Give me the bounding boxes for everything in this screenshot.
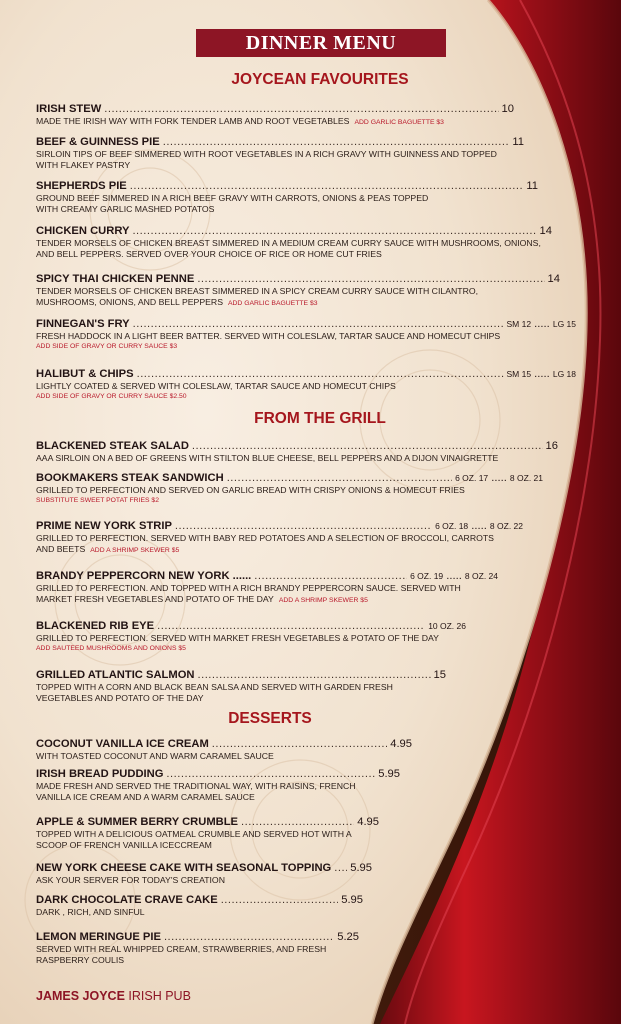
item-price-6oz: 6 OZ. 18 <box>435 521 469 531</box>
item-price: 5.25 <box>337 931 359 943</box>
item-name: FINNEGAN'S FRY <box>36 318 130 330</box>
menu-item <box>36 103 514 128</box>
item-price: 14 <box>539 225 552 237</box>
item-price-large: LG 15 <box>552 319 576 329</box>
menu-item: BRANDY PEPPERCORN NEW YORK ...... ..... 6 OZ. 19 ..... 8 OZ. 24 GRILLED TO PERFECTION. AND TOPPED WITH A RICH BRANDY PEPPERCORN SAUCE. SERVED WITH MARKET FRESH VEGETABLES AND POTATO OF THE DAY ADD A SHRIMP SKEWER $5 <box>36 570 498 606</box>
item-name: BOOKMAKERS STEAK SANDWICH <box>36 472 224 484</box>
menu-item: FINNEGAN'S FRY ..... SM 12 ..... LG 15 FRESH HADDOCK IN A LIGHT BEER BATTER. SERVED WITH COLESLAW, TARTAR SAUCE AND HOMECUT CHIPS ADD SIDE OF GRAVY OR CURRY SAUCE $3 <box>36 318 576 352</box>
footer-brand-name: JAMES JOYCE <box>36 989 125 1003</box>
item-description: GRILLED TO PERFECTION. AND TOPPED WITH A RICH BRANDY PEPPERCORN SAUCE. SERVED WITH MARKET FRESH VEGETABLES AND POTATO OF THE DAY <box>36 583 461 604</box>
menu-item <box>36 136 524 171</box>
item-name: NEW YORK CHEESE CAKE WITH SEASONAL TOPPING <box>36 862 332 874</box>
item-addon: SUBSTITUTE SWEET POTAT FRIES $2 <box>36 497 159 504</box>
menu-title-banner: DINNER MENU <box>196 29 446 57</box>
item-description: GRILLED TO PERFECTION AND SERVED ON GARLIC BREAD WITH CRISPY ONIONS & HOMECUT FRIES <box>36 485 465 495</box>
section-title-grill: FROM THE GRILL <box>254 410 386 427</box>
item-price-small: SM 15 <box>506 369 532 379</box>
item-name: BLACKENED STEAK SALAD <box>36 440 189 452</box>
item-addon: ADD A SHRIMP SKEWER $5 <box>278 597 368 604</box>
item-name: DARK CHOCOLATE CRAVE CAKE <box>36 894 218 906</box>
menu-item <box>36 816 379 851</box>
menu-item <box>36 894 363 918</box>
menu-item <box>36 440 558 464</box>
item-addon: ADD GARLIC BAGUETTE $3 <box>227 300 318 307</box>
item-price-8oz: 8 OZ. 21 <box>509 473 543 483</box>
item-price: 10 <box>501 103 514 115</box>
menu-item <box>36 931 359 966</box>
item-description: SIRLOIN TIPS OF BEEF SIMMERED WITH ROOT VEGETABLES IN A RICH GRAVY WITH GUINNESS AND TOPPED WITH FLAKEY PASTRY <box>36 149 497 170</box>
item-price: 4.95 <box>357 816 379 828</box>
item-name: APPLE & SUMMER BERRY CRUMBLE <box>36 816 239 828</box>
item-price: 16 <box>545 440 558 452</box>
item-description: GROUND BEEF SIMMERED IN A RICH BEEF GRAVY WITH CARROTS, ONIONS & PEAS TOPPED WITH CREAMY GARLIC MASHED POTATOS <box>36 193 429 214</box>
item-description: TENDER MORSELS OF CHICKEN BREAST SIMMERED IN A SPICY CREAM CURRY SAUCE WITH CILANTRO, MUSHROOMS, ONIONS, AND BELL PEPPERS <box>36 286 479 307</box>
item-price: 10 OZ. 26 <box>428 621 466 631</box>
menu-item: HALIBUT & CHIPS ..... SM 15 ..... LG 18 LIGHTLY COATED & SERVED WITH COLESLAW, TARTAR SAUCE AND HOMECUT CHIPS ADD SIDE OF GRAVY OR CURRY SAUCE $2.50 <box>36 368 576 402</box>
item-description: TOPPED WITH A DELICIOUS OATMEAL CRUMBLE AND SERVED HOT WITH A SCOOP OF FRENCH VANILLA ICECCREAM <box>36 829 352 850</box>
item-price-6oz: 6 OZ. 19 <box>410 571 444 581</box>
item-description: MADE FRESH AND SERVED THE TRADITIONAL WAY, WITH RAISINS, FRENCH VANILLA ICE CREAM AND A WARM CARAMEL SAUCE <box>36 781 356 802</box>
item-addon: ADD SIDE OF GRAVY OR CURRY SAUCE $2.50 <box>36 393 187 400</box>
item-name: SPICY THAI CHICKEN PENNE <box>36 273 195 285</box>
item-name: LEMON MERINGUE PIE <box>36 931 161 943</box>
menu-item: PRIME NEW YORK STRIP ..... 6 OZ. 18 ..... 8 OZ. 22 GRILLED TO PERFECTION. SERVED WITH BABY RED POTATOES AND A SELECTION OF BROCCOLI, CARROTS AND BEETS ADD A SHRIMP SKEWER $5 <box>36 520 523 556</box>
menu-item <box>36 768 400 803</box>
item-price: 5.95 <box>378 768 400 780</box>
menu-item: BOOKMAKERS STEAK SANDWICH ..... 6 OZ. 17 ..... 8 OZ. 21 GRILLED TO PERFECTION AND SERVED ON GARLIC BREAD WITH CRISPY ONIONS & HOMECUT FRIES SUBSTITUTE SWEET POTAT FRIES $2 <box>36 472 543 506</box>
menu-item <box>36 620 466 654</box>
item-price-6oz: 6 OZ. 17 <box>455 473 489 483</box>
item-description: GRILLED TO PERFECTION. SERVED WITH BABY RED POTATOES AND A SELECTION OF BROCCOLI, CARROTS AND BEETS <box>36 533 494 554</box>
item-price-small: SM 12 <box>506 319 532 329</box>
item-description: WITH TOASTED COCONUT AND WARM CARAMEL SAUCE <box>36 751 274 761</box>
item-name: SHEPHERDS PIE <box>36 180 127 192</box>
item-price: 4.95 <box>390 738 412 750</box>
item-description: SERVED WITH REAL WHIPPED CREAM, STRAWBERRIES, AND FRESH RASPBERRY COULIS <box>36 944 327 965</box>
item-name: HALIBUT & CHIPS <box>36 368 134 380</box>
item-description: LIGHTLY COATED & SERVED WITH COLESLAW, TARTAR SAUCE AND HOMECUT CHIPS <box>36 381 396 391</box>
item-addon: ADD SIDE OF GRAVY OR CURRY SAUCE $3 <box>36 343 178 350</box>
item-description: ASK YOUR SERVER FOR TODAY'S CREATION <box>36 875 225 885</box>
item-description: DARK , RICH, AND SINFUL <box>36 907 145 917</box>
item-price: 11 <box>512 136 524 148</box>
item-description: FRESH HADDOCK IN A LIGHT BEER BATTER. SERVED WITH COLESLAW, TARTAR SAUCE AND HOMECUT CHIPS <box>36 331 501 341</box>
item-price: 15 <box>433 669 446 681</box>
menu-item <box>36 225 552 260</box>
item-price-large: LG 18 <box>552 369 576 379</box>
item-price-8oz: 8 OZ. 22 <box>489 521 523 531</box>
item-description: TOPPED WITH A CORN AND BLACK BEAN SALSA AND SERVED WITH GARDEN FRESH VEGETABLES AND POTATO OF THE DAY <box>36 682 393 703</box>
item-name: BEEF & GUINNESS PIE <box>36 136 160 148</box>
menu-item <box>36 669 446 704</box>
section-title-desserts: DESSERTS <box>228 710 312 727</box>
item-name: BLACKENED RIB EYE <box>36 620 155 632</box>
item-name: CHICKEN CURRY <box>36 225 130 237</box>
item-price: 11 <box>526 180 538 192</box>
item-description: TENDER MORSELS OF CHICKEN BREAST SIMMERED IN A MEDIUM CREAM CURRY SAUCE WITH MUSHROOMS, ONIONS, AND BELL PEPPERS. SERVED OVER YOUR CHOICE OF RICE OR HOME CUT FRIES <box>36 238 541 259</box>
item-price: 14 <box>547 273 560 285</box>
item-description: AAA SIRLOIN ON A BED OF GREENS WITH STILTON BLUE CHEESE, BELL PEPPERS AND A DIJON VINAIGRETTE <box>36 453 499 463</box>
item-price: 5.95 <box>341 894 363 906</box>
item-name: PRIME NEW YORK STRIP <box>36 520 172 532</box>
item-addon: ADD GARLIC BAGUETTE $3 <box>354 119 444 126</box>
item-name: BRANDY PEPPERCORN NEW YORK ...... <box>36 570 252 582</box>
menu-item <box>36 180 538 215</box>
menu-item <box>36 862 372 886</box>
item-name: COCONUT VANILLA ICE CREAM <box>36 738 209 750</box>
footer-brand-sub: IRISH PUB <box>128 989 191 1003</box>
item-price-8oz: 8 OZ. 24 <box>464 571 498 581</box>
item-addon: ADD A SHRIMP SKEWER $5 <box>90 547 180 554</box>
item-price: 5.95 <box>350 862 372 874</box>
item-name: IRISH BREAD PUDDING <box>36 768 164 780</box>
item-addon: ADD SAUTEED MUSHROOMS AND ONIONS $5 <box>36 645 186 652</box>
section-title-favourites: JOYCEAN FAVOURITES <box>231 71 409 88</box>
footer-brand <box>36 989 191 1003</box>
menu-item <box>36 273 560 309</box>
item-description: GRILLED TO PERFECTION. SERVED WITH MARKET FRESH VEGETABLES & POTATO OF THE DAY <box>36 633 439 643</box>
menu-item <box>36 738 412 762</box>
item-name: GRILLED ATLANTIC SALMON <box>36 669 195 681</box>
item-description: MADE THE IRISH WAY WITH FORK TENDER LAMB AND ROOT VEGETABLES <box>36 116 350 126</box>
item-name: IRISH STEW <box>36 103 102 115</box>
